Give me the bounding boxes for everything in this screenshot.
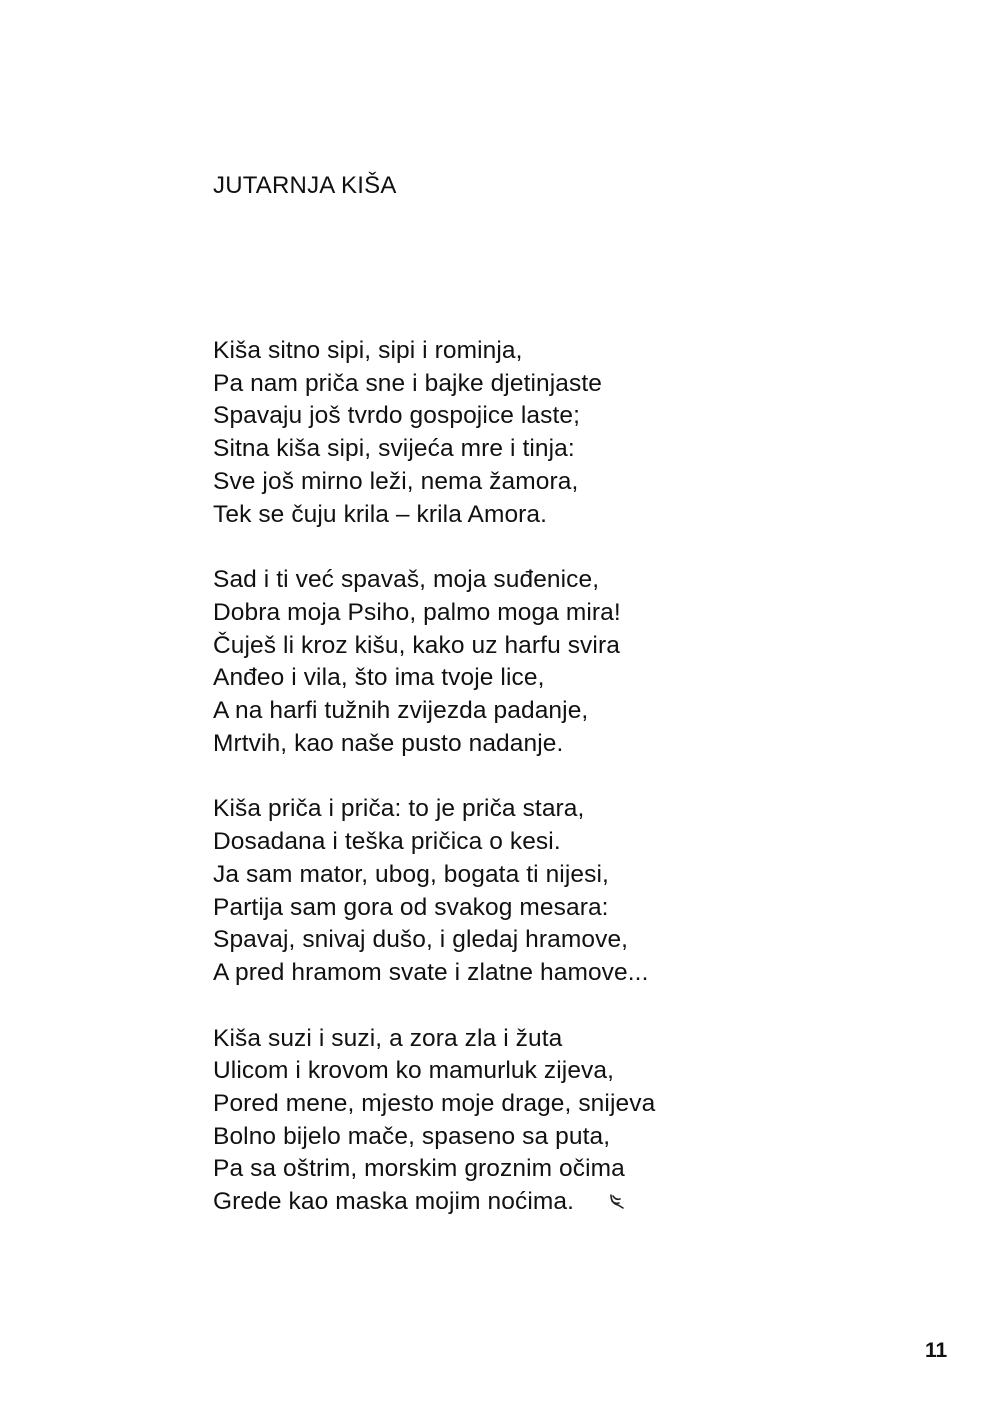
- poem-line: Kiša suzi i suzi, a zora zla i žuta: [213, 1024, 563, 1052]
- poem-line: Kiša sitno sipi, sipi i rominja,: [213, 337, 523, 364]
- poem-line: Sad i ti već spavaš, moja suđenice,: [213, 566, 600, 594]
- poem-line: Kiša priča i priča: to je priča stara,: [213, 795, 585, 823]
- poem-line: Dosadana i teška pričica o kesi.: [213, 828, 561, 856]
- poem-line: Mrtvih, kao naše pusto nadanje.: [213, 729, 564, 757]
- stanza-2: [213, 564, 833, 760]
- poem-body: [213, 335, 833, 1219]
- stanza-4: [213, 1023, 833, 1219]
- poem-line: Spavaj, snivaj dušo, i gledaj hramove,: [213, 926, 629, 954]
- poem-line: Anđeo i vila, što ima tvoje lice,: [213, 664, 545, 692]
- poem-line: Ulicom i krovom ko mamurluk zijeva,: [213, 1057, 615, 1085]
- poem-line: Sve još mirno leži, nema žamora,: [213, 467, 579, 495]
- poem-line: Dobra moja Psiho, palmo moga mira!: [213, 598, 621, 626]
- poem-line: Partija sam gora od svakog mesara:: [213, 893, 609, 921]
- poem-last-line: [213, 1186, 833, 1219]
- poem-line: Čuješ li kroz kišu, kako uz harfu svira: [213, 631, 620, 659]
- page-number: 11: [925, 1339, 948, 1362]
- poem-line: Ja sam mator, ubog, bogata ti nijesi,: [213, 860, 609, 888]
- poem-line: Pored mene, mjesto moje drage, snijeva: [213, 1090, 656, 1118]
- poem-line: A na harfi tužnih zvijezda padanje,: [213, 697, 589, 725]
- poem-line: Spavaju još tvrdo gospojice laste;: [213, 402, 581, 430]
- leaf-ornament-icon: [608, 1188, 626, 1206]
- poem-line: Pa sa oštrim, morskim groznim očima: [213, 1155, 625, 1183]
- poem-title: JUTARNJA KIŠA: [213, 172, 397, 199]
- stanza-1: [213, 335, 833, 531]
- poem-line: Sitna kiša sipi, svijeća mre i tinja:: [213, 435, 575, 463]
- poem-line: A pred hramom svate i zlatne hamove...: [213, 958, 649, 986]
- poem-line-text: Grede kao maska mojim noćima.: [213, 1188, 574, 1216]
- poem-line: Bolno bijelo mače, spaseno sa puta,: [213, 1122, 611, 1150]
- poem-line: Tek se čuju krila – krila Amora.: [213, 500, 548, 528]
- poem-line: Pa nam priča sne i bajke djetinjaste: [213, 369, 603, 397]
- stanza-3: [213, 793, 833, 989]
